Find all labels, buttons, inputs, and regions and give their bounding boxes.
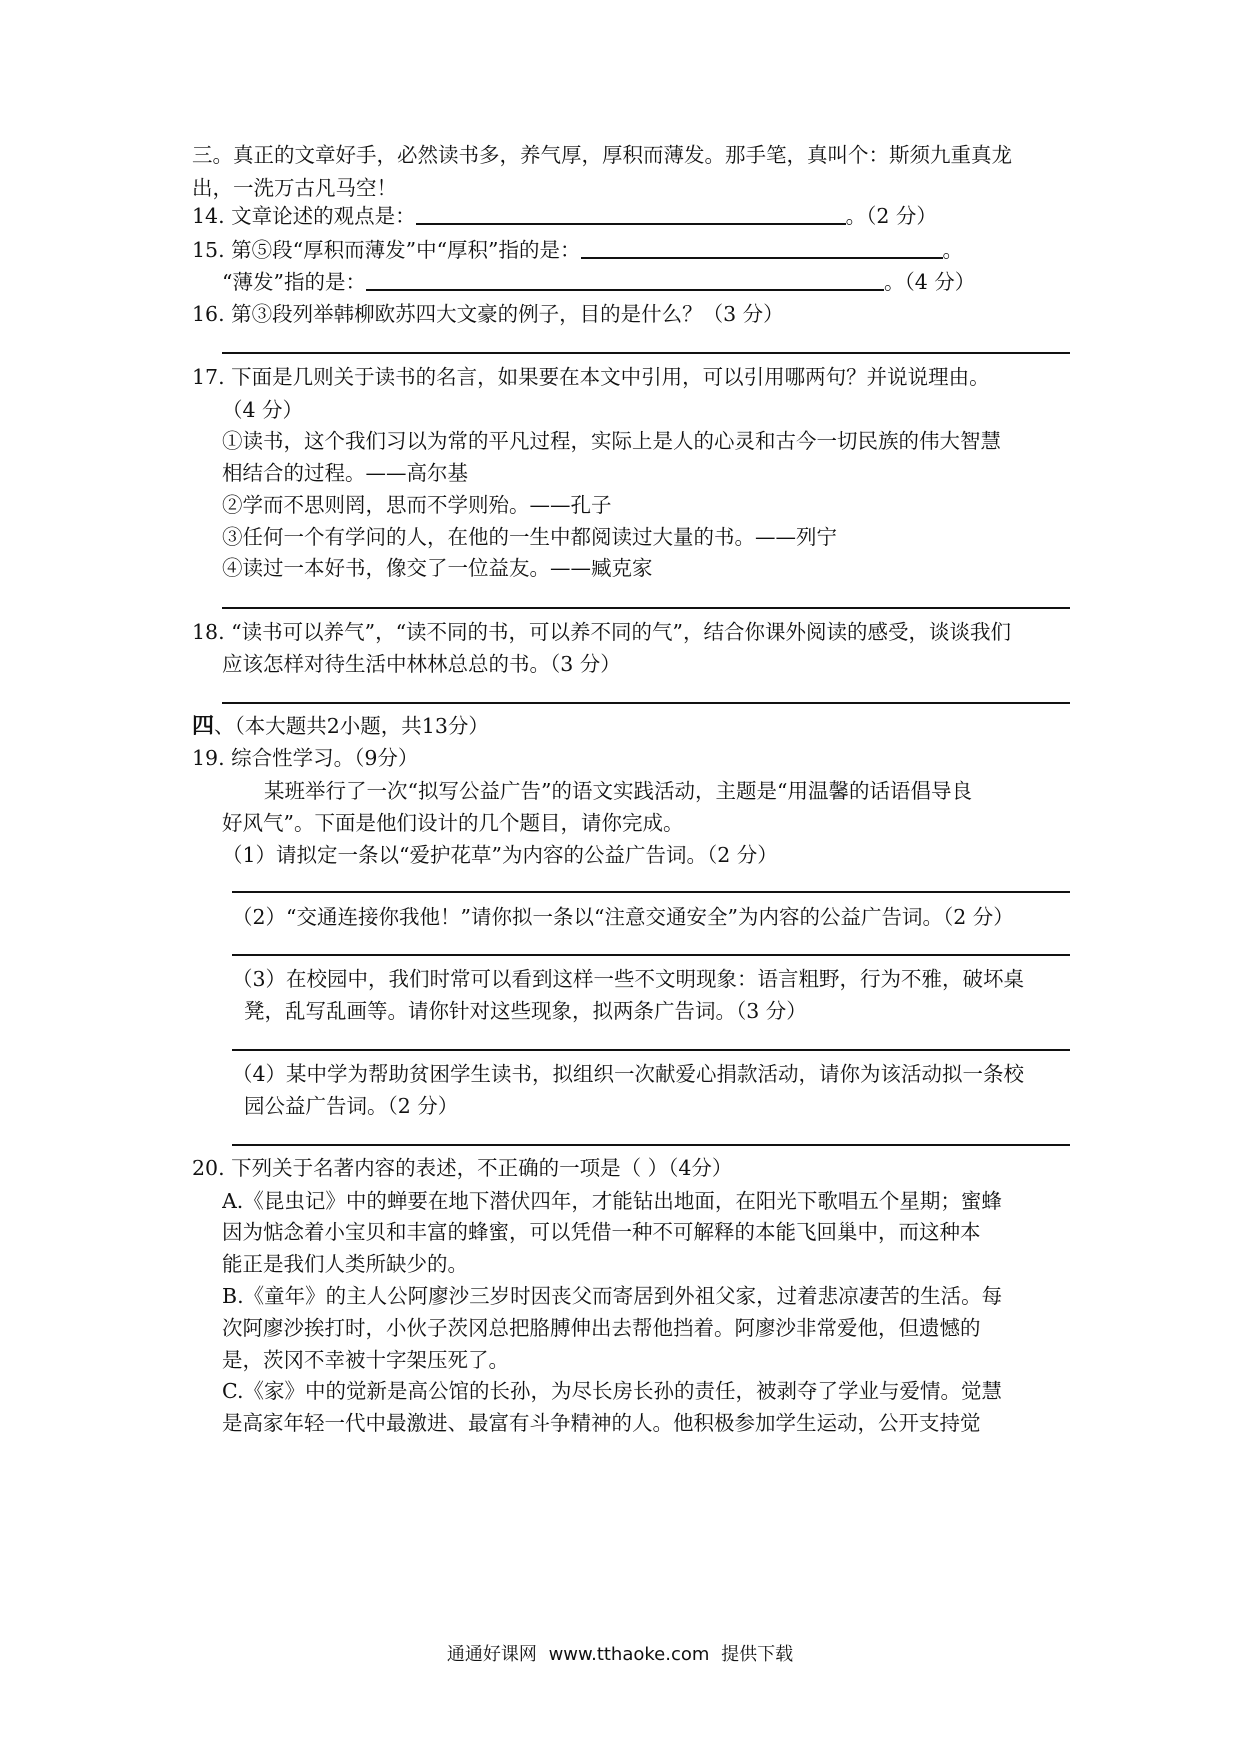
question-18-cont: 应该怎样对待生活中林林总总的书。（3 分） [222,652,621,676]
answer-blank[interactable] [581,235,943,259]
quote-item: ①读书，这个我们习以为常的平凡过程，实际上是人的心灵和古今一切民族的伟大智慧 [222,429,1001,453]
question-19-part-4: （4）某中学为帮助贫困学生读书，拟组织一次献爱心捐款活动，请你为该活动拟一条校 [232,1062,1025,1086]
quote-item: ②学而不思则罔，思而不学则殆。——孔子 [222,493,612,517]
question-19-part-4-cont: 园公益广告词。（2 分） [244,1094,459,1118]
question-20: 20. 下列关于名著内容的表述，不正确的一项是（ ）（4分） [192,1156,733,1180]
question-score: （4 分） [222,398,304,422]
answer-line[interactable] [222,352,1070,354]
question-19-part-3-cont: 凳，乱写乱画等。请你针对这些现象，拟两条广告词。（3 分） [244,999,807,1023]
question-15 [192,233,1092,267]
question-15-sub [222,265,1072,299]
answer-line[interactable] [232,1144,1070,1146]
question-punct: 。 [942,238,964,262]
answer-line[interactable] [232,954,1070,956]
option-b-line: 是，茨冈不幸被十字架压死了。 [222,1348,509,1372]
question-17: 17. 下面是几则关于读书的名言，如果要在本文中引用，可以引用哪两句？并说说理由。 [192,365,990,389]
section-heading [192,709,1072,743]
option-a-line: A.《昆虫记》中的蝉要在地下潜伏四年，才能钻出地面，在阳光下歌唱五个星期；蜜蜂 [222,1189,1002,1213]
question-19-intro: 某班举行了一次“拟写公益广告”的语文实践活动，主题是“用温馨的话语倡导良 [264,779,972,803]
option-c-line: 是高家年轻一代中最激进、最富有斗争精神的人。他积极参加学生运动，公开支持觉 [222,1411,981,1435]
question-19-part-2: （2）“交通连接你我他！”请你拟一条以“注意交通安全”为内容的公益广告词。（2 分） [232,905,1014,929]
question-16: 16. 第③段列举韩柳欧苏四大文豪的例子，目的是什么？（3 分） [192,302,784,326]
question-19-intro: 好风气”。下面是他们设计的几个题目，请你完成。 [222,811,684,835]
footer-site: 通通好课网 [446,1644,537,1665]
option-b-line: B.《童年》的主人公阿廖沙三岁时因丧父而寄居到外祖父家，过着悲凉凄苦的生活。每 [222,1284,1003,1308]
question-text: 14. 文章论述的观点是： [192,204,416,228]
footer-note: 提供下载 [721,1644,794,1665]
answer-line[interactable] [232,1049,1070,1051]
option-a-line: 因为惦念着小宝贝和丰富的蜂蜜，可以凭借一种不可解释的本能飞回巢中，而这种本 [222,1220,981,1244]
quote-item: ④读过一本好书，像交了一位益友。——臧克家 [222,556,653,580]
question-19: 19. 综合性学习。（9分） [192,746,419,770]
passage-line: 三。真正的文章好手，必然读书多，养气厚，厚积而薄发。那手笔，真叫个：斯须九重真龙 [192,143,1012,167]
question-text: “薄发”指的是： [222,270,366,294]
passage-line: 出，一洗万古凡马空！ [192,176,397,200]
quote-item: ③任何一个有学问的人，在他的一生中都阅读过大量的书。——列宁 [222,525,837,549]
option-b-line: 次阿廖沙挨打时，小伙子茨冈总把胳膊伸出去帮他挡着。阿廖沙非常爱他，但遗憾的 [222,1316,981,1340]
option-c-line: C.《家》中的觉新是高公馆的长孙，为尽长房长孙的责任，被剥夺了学业与爱情。觉慧 [222,1379,1002,1403]
question-19-part-3: （3）在校园中，我们时常可以看到这样一些不文明现象：语言粗野，行为不雅，破坏桌 [232,967,1025,991]
footer-url[interactable]: www.tthaoke.com [548,1644,710,1665]
section-text: 、（本大题共2小题，共13分） [214,714,489,738]
question-text: 15. 第⑤段“厚积而薄发”中“厚积”指的是： [192,238,581,262]
question-19-part-1: （1）请拟定一条以“爱护花草”为内容的公益广告词。（2 分） [222,843,778,867]
page-footer [0,1640,1240,1670]
quote-item: 相结合的过程。——高尔基 [222,461,468,485]
answer-blank[interactable] [366,267,884,291]
question-score: 。（4 分） [883,270,976,294]
answer-line[interactable] [222,607,1070,609]
option-a-line: 能正是我们人类所缺少的。 [222,1252,468,1276]
question-14 [192,199,1072,233]
answer-line[interactable] [222,702,1070,704]
question-18: 18. “读书可以养气”，“读不同的书，可以养不同的气”，结合你课外阅读的感受，谈谈我们 [192,620,1012,644]
answer-line[interactable] [232,891,1070,893]
question-score: 。（2 分） [845,204,937,228]
section-number: 四 [192,713,215,739]
answer-blank[interactable] [416,201,846,225]
